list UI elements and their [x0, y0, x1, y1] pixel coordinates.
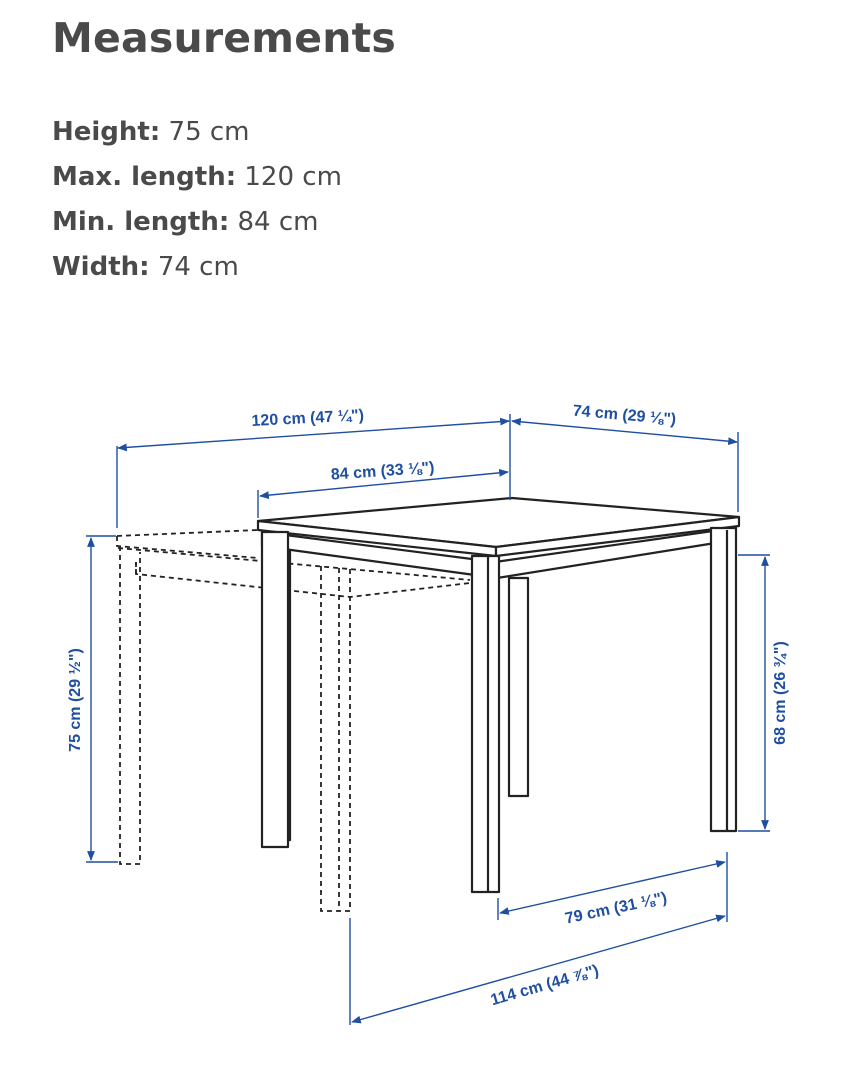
table-body [258, 498, 739, 892]
back-right-leg [711, 528, 736, 831]
dim-clearance-label: 68 cm (26 ¾") [772, 641, 789, 745]
dim-width-label: 74 cm (29 ⅛") [572, 402, 677, 429]
spec-min-length [52, 200, 342, 245]
extended-leaf-outline [117, 530, 470, 911]
page-title: Measurements [52, 14, 397, 62]
spec-max-length [52, 155, 342, 200]
dim-leg-span-short-label: 79 cm (31 ⅛") [563, 889, 669, 928]
dim-min-length-label: 84 cm (33 ⅛") [330, 459, 435, 484]
dim-height-label: 75 cm (29 ½") [67, 648, 84, 752]
spec-min-length-label: Min. length: [52, 207, 230, 237]
spec-height-label: Height: [52, 117, 161, 147]
dim-max-length-label: 120 cm (47 ¼") [251, 407, 365, 430]
spec-height [52, 110, 342, 155]
spec-height-value: 75 cm [168, 117, 250, 147]
front-left-leg [262, 532, 288, 847]
dim-leg-span-long-label: 114 cm (44 ⅞") [488, 962, 601, 1010]
spec-width-label: Width: [52, 252, 150, 282]
rear-right-leg [509, 578, 528, 796]
front-right-leg [472, 556, 499, 892]
measurement-list [52, 110, 342, 290]
table-dimension-diagram [0, 380, 856, 1080]
spec-width-value: 74 cm [157, 252, 239, 282]
spec-min-length-value: 84 cm [237, 207, 319, 237]
spec-width [52, 245, 342, 290]
spec-max-length-label: Max. length: [52, 162, 237, 192]
spec-max-length-value: 120 cm [244, 162, 342, 192]
